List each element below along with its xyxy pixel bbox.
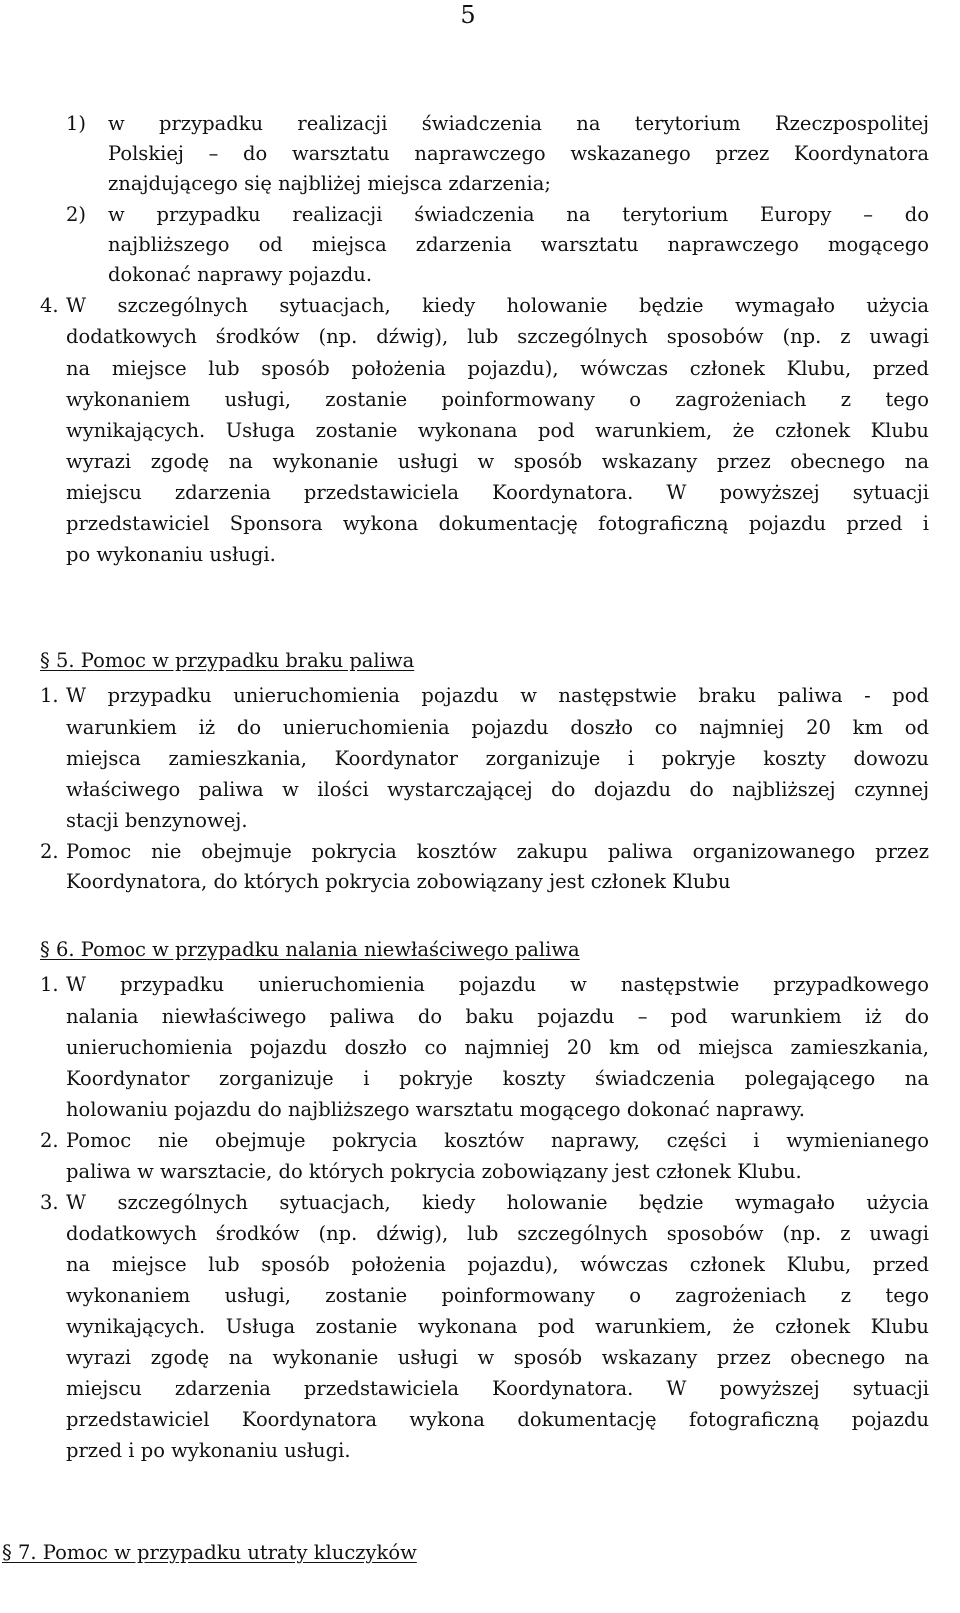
point-number: 1. bbox=[40, 973, 59, 996]
text-line: wynikających. Usługa zostanie wykonana pod warunkiem, że członek Klubu bbox=[66, 1315, 929, 1338]
text-line: miejscu zdarzenia przedstawiciela Koordynatora. W powyższej sytuacji bbox=[66, 481, 929, 504]
text-line: dodatkowych środków (np. dźwig), lub szczególnych sposobów (np. z uwagi bbox=[66, 1222, 929, 1245]
text-line: po wykonaniu usługi. bbox=[66, 543, 276, 566]
page-number: 5 bbox=[460, 1, 476, 29]
point-number: 4. bbox=[40, 294, 59, 317]
text-line: W przypadku unieruchomienia pojazdu w następstwie przypadkowego bbox=[66, 973, 929, 996]
text-line: dokonać naprawy pojazdu. bbox=[108, 263, 373, 286]
text-line: stacji benzynowej. bbox=[66, 809, 248, 832]
text-line: miejsca zamieszkania, Koordynator zorganizuje i pokryje koszty dowozu bbox=[66, 747, 929, 770]
text-line: Koordynatora, do których pokrycia zobowiązany jest członek Klubu bbox=[66, 870, 731, 893]
text-line: unieruchomienia pojazdu doszło co najmniej 20 km od miejsca zamieszkania, bbox=[66, 1036, 929, 1059]
text-line: w przypadku realizacji świadczenia na terytorium Europy – do bbox=[108, 203, 929, 226]
text-line: wyrazi zgodę na wykonanie usługi w sposób wskazany przez obecnego na bbox=[66, 450, 929, 473]
list-item-number: 1) bbox=[66, 112, 87, 135]
text-line: warunkiem iż do unieruchomienia pojazdu doszło co najmniej 20 km od bbox=[66, 716, 929, 739]
text-line: paliwa w warsztacie, do których pokrycia zobowiązany jest członek Klubu. bbox=[66, 1160, 802, 1183]
text-line: wyrazi zgodę na wykonanie usługi w sposób wskazany przez obecnego na bbox=[66, 1346, 929, 1369]
text-line: nalania niewłaściwego paliwa do baku pojazdu – pod warunkiem iż do bbox=[66, 1005, 929, 1028]
point-number: 3. bbox=[40, 1191, 59, 1214]
text-line: przedstawiciel Sponsora wykona dokumentację fotograficzną pojazdu przed i bbox=[66, 512, 929, 535]
text-line: wykonaniem usługi, zostanie poinformowany o zagrożeniach z tego bbox=[66, 388, 929, 411]
text-line: właściwego paliwa w ilości wystarczającej do dojazdu do najbliższej czynnej bbox=[66, 778, 929, 801]
text-line: przedstawiciel Koordynatora wykona dokumentację fotograficzną pojazdu bbox=[66, 1408, 929, 1431]
list-item-number: 2) bbox=[66, 203, 87, 226]
text-line: znajdującego się najbliżej miejsca zdarzenia; bbox=[108, 172, 551, 195]
text-line: W szczególnych sytuacjach, kiedy holowanie będzie wymagało użycia bbox=[66, 1191, 929, 1214]
text-line: holowaniu pojazdu do najbliższego warsztatu mogącego dokonać naprawy. bbox=[66, 1098, 805, 1121]
text-line: wynikających. Usługa zostanie wykonana pod warunkiem, że członek Klubu bbox=[66, 419, 929, 442]
text-line: Koordynator zorganizuje i pokryje koszty świadczenia polegającego na bbox=[66, 1067, 929, 1090]
text-line: dodatkowych środków (np. dźwig), lub szczególnych sposobów (np. z uwagi bbox=[66, 325, 929, 348]
section-heading: § 6. Pomoc w przypadku nalania niewłaściwego paliwa bbox=[40, 938, 580, 961]
text-line: W szczególnych sytuacjach, kiedy holowanie będzie wymagało użycia bbox=[66, 294, 929, 317]
text-line: miejscu zdarzenia przedstawiciela Koordynatora. W powyższej sytuacji bbox=[66, 1377, 929, 1400]
text-line: na miejsce lub sposób położenia pojazdu), wówczas członek Klubu, przed bbox=[66, 357, 929, 380]
text-line: W przypadku unieruchomienia pojazdu w następstwie braku paliwa - pod bbox=[66, 684, 929, 707]
text-line: w przypadku realizacji świadczenia na terytorium Rzeczpospolitej bbox=[108, 112, 929, 135]
point-number: 1. bbox=[40, 684, 59, 707]
text-line: Pomoc nie obejmuje pokrycia kosztów zakupu paliwa organizowanego przez bbox=[66, 840, 929, 863]
text-line: wykonaniem usługi, zostanie poinformowany o zagrożeniach z tego bbox=[66, 1284, 929, 1307]
text-line: najbliższego od miejsca zdarzenia warsztatu naprawczego mogącego bbox=[108, 233, 929, 256]
point-number: 2. bbox=[40, 840, 59, 863]
section-heading: § 5. Pomoc w przypadku braku paliwa bbox=[40, 649, 415, 672]
text-line: na miejsce lub sposób położenia pojazdu), wówczas członek Klubu, przed bbox=[66, 1253, 929, 1276]
section-heading: § 7. Pomoc w przypadku utraty kluczyków bbox=[2, 1541, 417, 1564]
text-line: przed i po wykonaniu usługi. bbox=[66, 1439, 351, 1462]
text-line: Polskiej – do warsztatu naprawczego wskazanego przez Koordynatora bbox=[108, 142, 929, 165]
text-line: Pomoc nie obejmuje pokrycia kosztów naprawy, części i wymienianego bbox=[66, 1129, 929, 1152]
point-number: 2. bbox=[40, 1129, 59, 1152]
